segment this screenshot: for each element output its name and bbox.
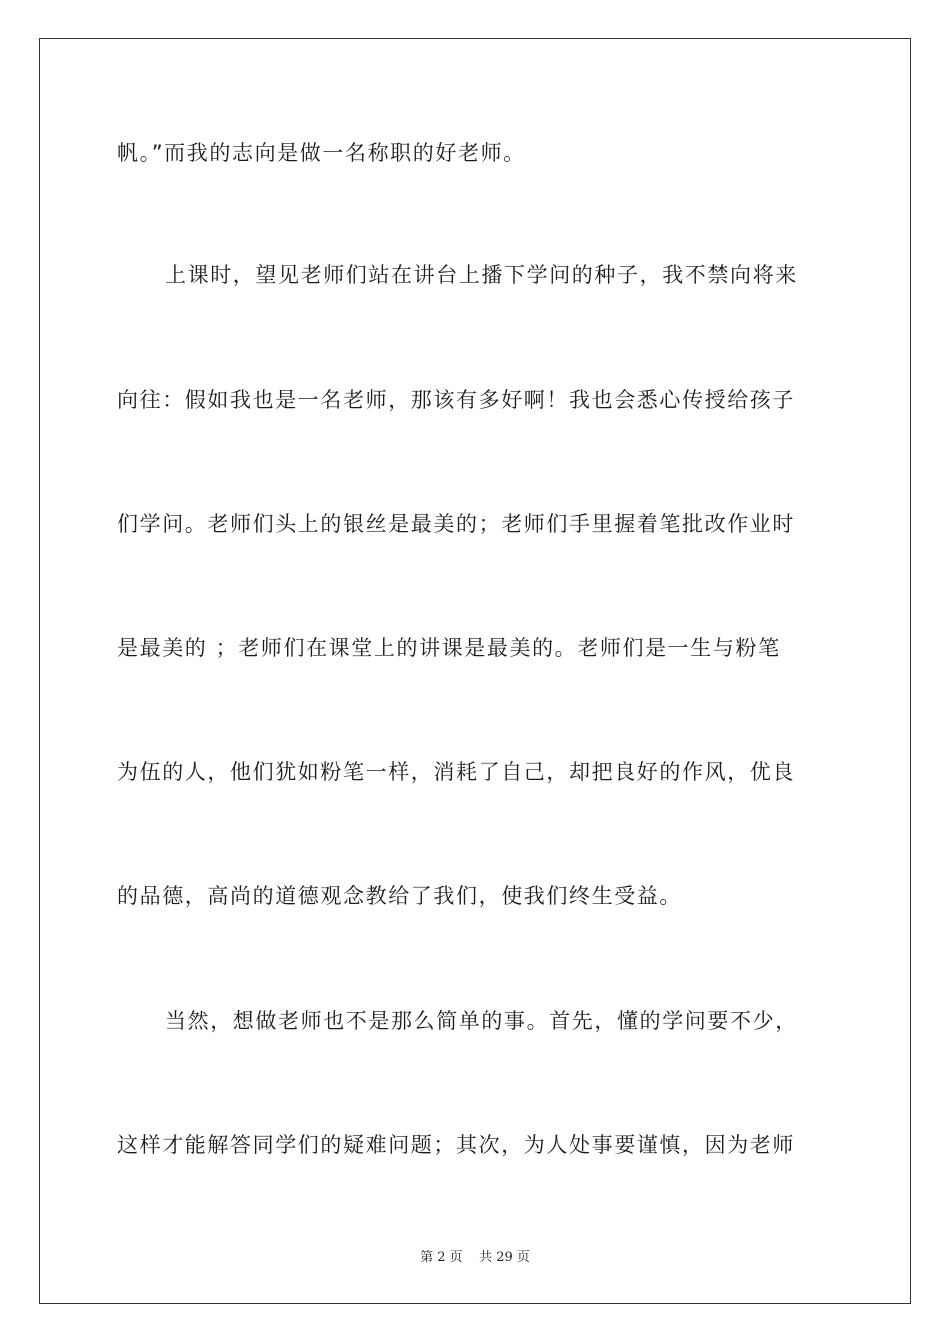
- text-line-6: 为伍的人，他们犹如粉笔一样，消耗了自己，却把良好的作风，优良: [117, 760, 795, 784]
- page-number-label: 第 2 页 共 29 页: [420, 1250, 530, 1265]
- text-line-8: 当然，想做老师也不是那么简单的事。首先，懂的学问要不少，: [165, 1009, 798, 1033]
- text-line-3: 向往：假如我也是一名老师，那该有多好啊！我也会悉心传授给孩子: [117, 388, 795, 412]
- text-line-1: 帆。”而我的志向是做一名称职的好老师。: [117, 141, 526, 165]
- text-line-7: 的品德，高尚的道德观念教给了我们，使我们终生受益。: [117, 884, 682, 908]
- text-line-2: 上课时，望见老师们站在讲台上播下学问的种子，我不禁向将来: [165, 263, 798, 287]
- page-number-footer: [0, 1246, 950, 1265]
- page-border: [39, 38, 911, 1304]
- text-line-9: 这样才能解答同学们的疑难问题；其次，为人处事要谨慎，因为老师: [117, 1133, 795, 1157]
- text-line-4: 们学问。老师们头上的银丝是最美的；老师们手里握着笔批改作业时: [117, 512, 795, 536]
- text-line-5: 是最美的 ；老师们在课堂上的讲课是最美的。老师们是一生与粉笔: [117, 636, 781, 660]
